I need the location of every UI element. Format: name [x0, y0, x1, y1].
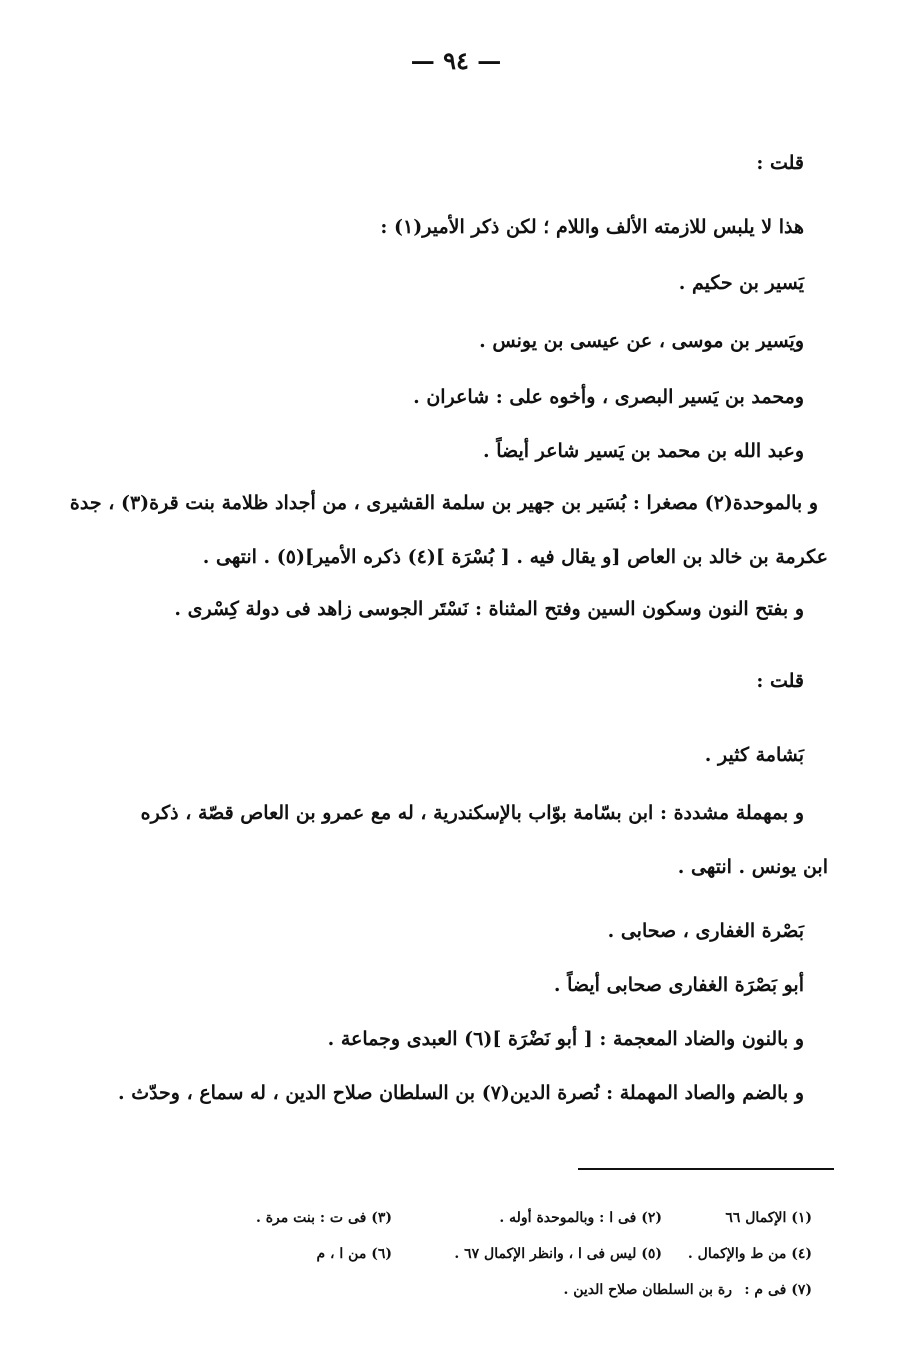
heading-qult-1: قلت : — [756, 152, 804, 174]
text-line: ويَسير بن موسى ، عن عيسى بن يونس . — [479, 330, 804, 352]
text-line: بَصْرة الغفارى ، صحابى . — [607, 920, 804, 942]
footnote: (٣) فى ت : بنت مرة . — [255, 1210, 392, 1226]
heading-qult-2: قلت : — [756, 670, 804, 692]
footnote: (١) الإكمال ٦٦ — [725, 1210, 812, 1226]
footnote-row — [92, 1246, 812, 1262]
page-number: — ٩٤ — — [410, 46, 502, 75]
text-line: يَسير بن حكيم . — [678, 272, 804, 294]
text-line: هذا لا يلبس للازمته الألف واللام ؛ لكن ذكر الأمير(١) : — [380, 216, 804, 238]
text-line: و بمهملة مشددة : ابن بسّامة بوّاب بالإسكندرية ، له مع عمرو بن العاص قصّة ، ذكره — [140, 802, 804, 824]
text-line: و بالضم والصاد المهملة : نُصرة الدين(٧) بن السلطان صلاح الدين ، له سماع ، وحدّث . — [117, 1082, 804, 1104]
text-line: عكرمة بن خالد بن العاص [و يقال فيه . [ بُسْرَة ](٤) ذكره الأمير](٥) . انتهى . — [202, 546, 828, 568]
footnote: (٦) من ا ، م — [316, 1246, 392, 1262]
text-line: بَشامة كثير . — [704, 744, 804, 766]
footnote: (٥) ليس فى ا ، وانظر الإكمال ٦٧ . — [454, 1246, 662, 1262]
text-line: و بالنون والضاد المعجمة : [ أبو نَضْرَة ](٦) العبدى وجماعة . — [327, 1028, 804, 1050]
footnote: رة بن السلطان صلاح الدين . — [563, 1282, 732, 1298]
text-line: ومحمد بن يَسير البصرى ، وأخوه على : شاعران . — [413, 386, 804, 408]
text-line: وعبد الله بن محمد بن يَسير شاعر أيضاً . — [482, 440, 804, 462]
text-line: و بفتح النون وسكون السين وفتح المثناة : نَسْتَر الجوسى زاهد فى دولة كِسْرى . — [174, 598, 804, 620]
footnote: (٢) فى ا : وبالموحدة أوله . — [499, 1210, 662, 1226]
text-line: أبو بَصْرَة الغفارى صحابى أيضاً . — [553, 974, 804, 996]
footnote: (٤) من ط والإكمال . — [687, 1246, 812, 1262]
text-line: و بالموحدة(٢) مصغرا : بُسَير بن جهير بن سلمة القشيرى ، من أجداد ظلامة بنت قرة(٣) ، جدة — [69, 492, 818, 514]
footnote-row — [92, 1282, 812, 1298]
footnote-separator — [578, 1168, 834, 1170]
text-line: ابن يونس . انتهى . — [677, 856, 828, 878]
footnote-row — [92, 1210, 812, 1226]
footnote: (٧) فى م : — [744, 1282, 812, 1298]
